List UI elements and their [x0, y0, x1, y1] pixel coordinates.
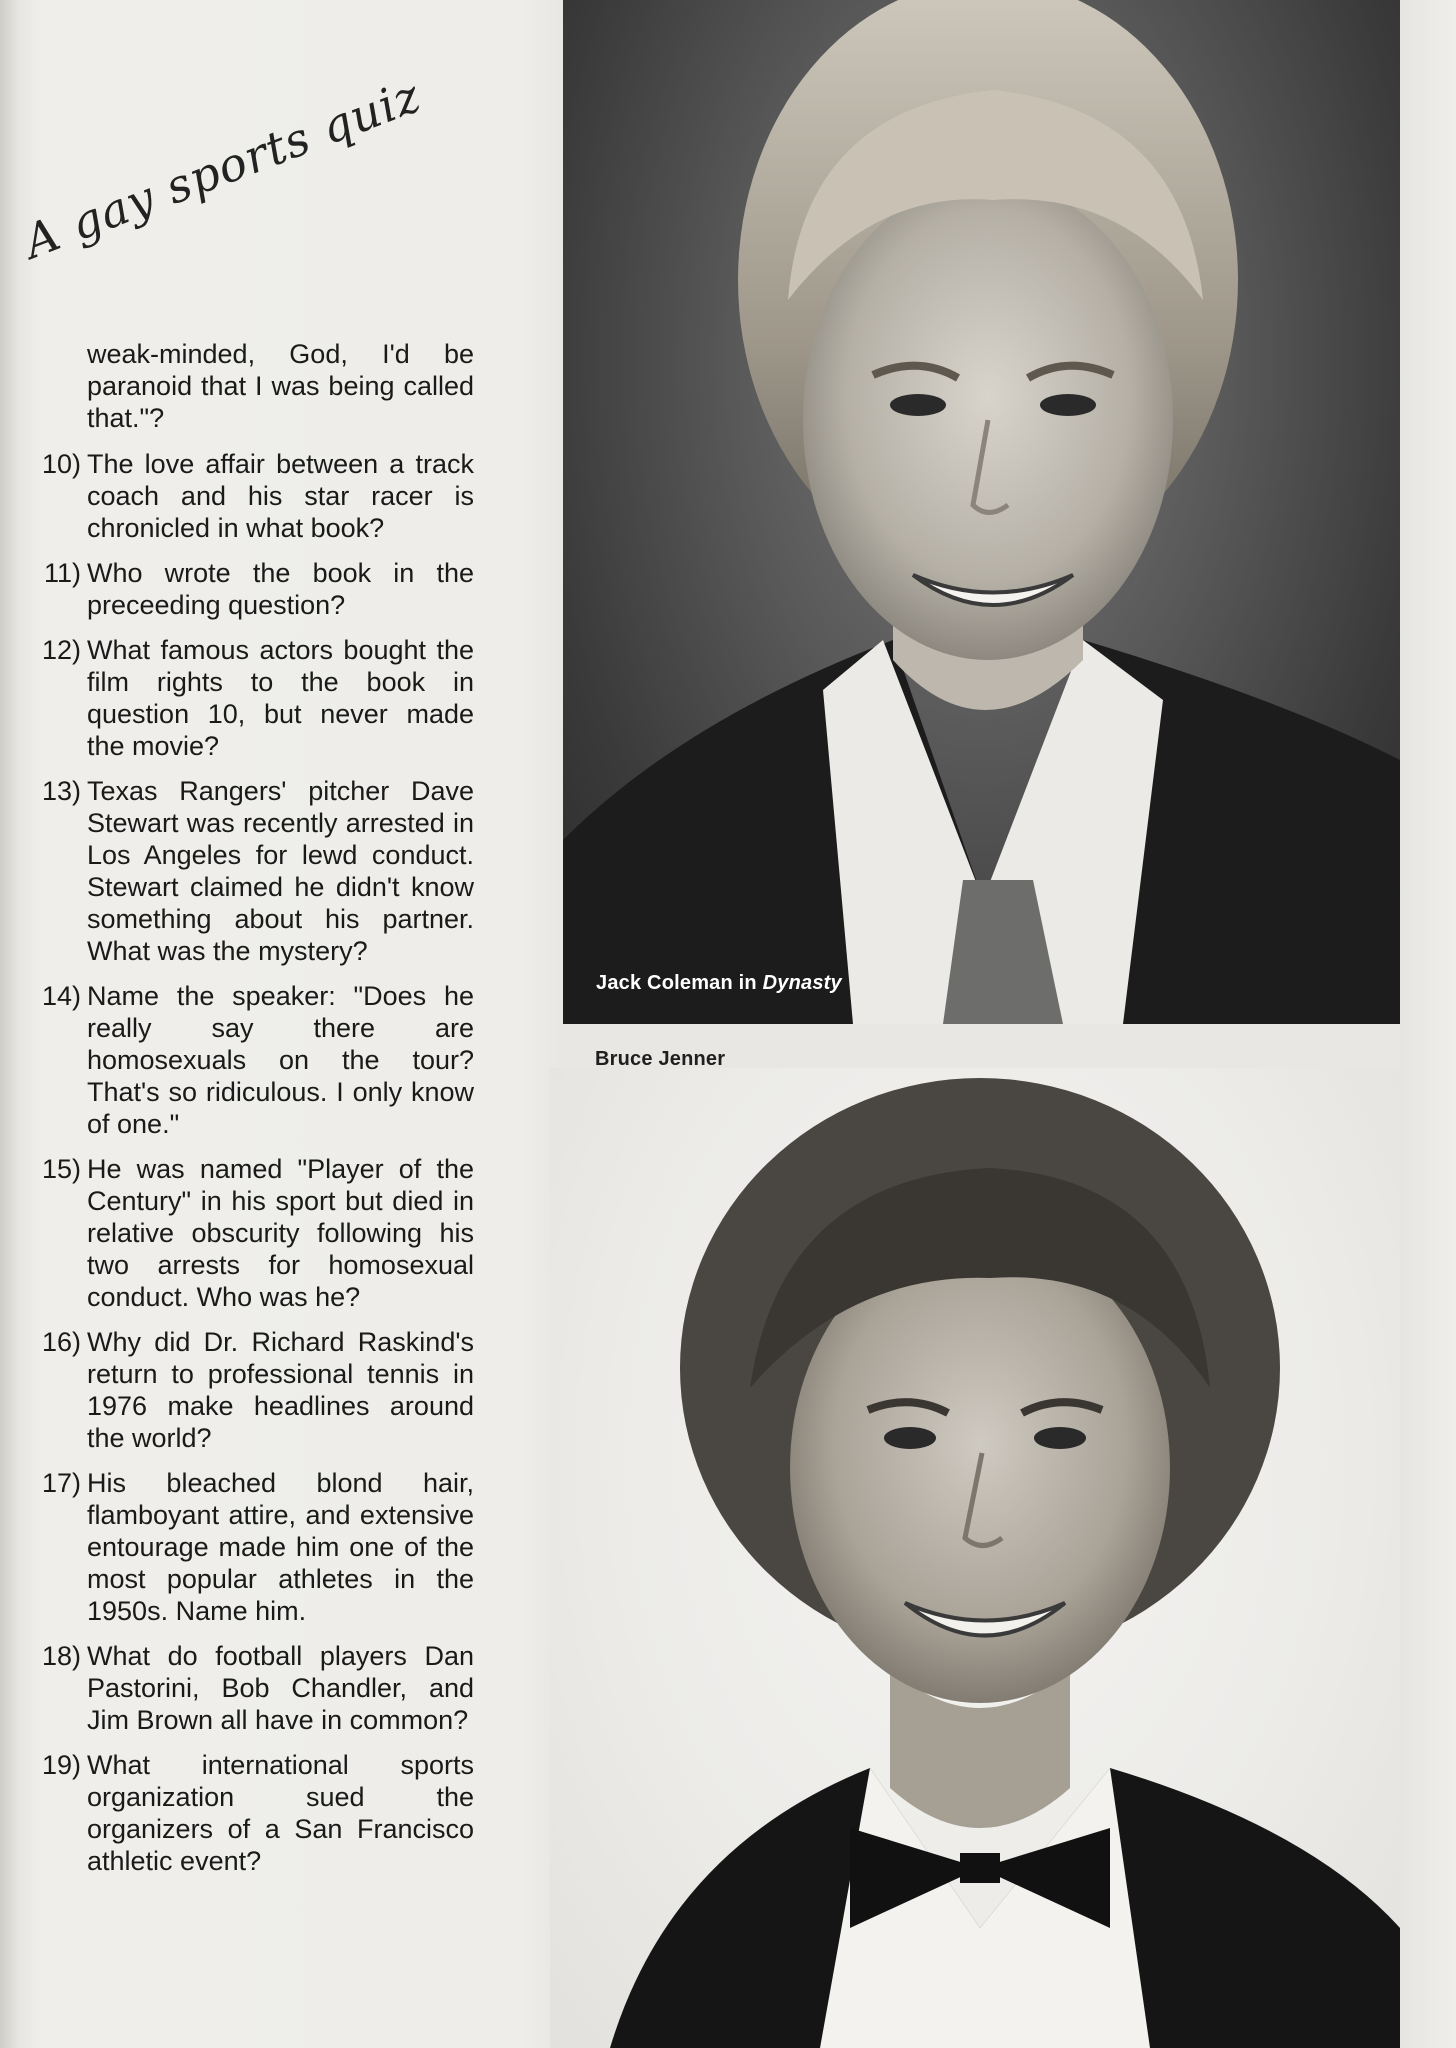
- quiz-question: [34, 1326, 474, 1454]
- caption-show-title: Dynasty: [762, 972, 842, 994]
- quiz-question: [34, 1749, 474, 1877]
- portrait-illustration: [550, 1068, 1400, 2048]
- question-number: 19): [41, 1750, 81, 1780]
- question-text: What international sports organization sued the organizers of a San Francisco athletic event?: [87, 1750, 474, 1876]
- question-number: 18): [41, 1641, 81, 1671]
- question-text: Why did Dr. Richard Raskind's return to professional tennis in 1976 make headlines around the world?: [87, 1327, 474, 1453]
- question-text: Who wrote the book in the preceeding question?: [87, 558, 474, 620]
- question-number: 12): [41, 635, 81, 665]
- quiz-title: A gay sports quiz: [16, 68, 428, 269]
- quiz-question: [34, 1640, 474, 1736]
- question-number: 15): [41, 1154, 81, 1184]
- quiz-question: [34, 634, 474, 762]
- quiz-question: [34, 1467, 474, 1627]
- question-number: 11): [43, 558, 81, 588]
- portrait-photo-bottom: [550, 1068, 1400, 2048]
- quiz-question: [34, 775, 474, 967]
- question-number: 13): [41, 776, 81, 806]
- question-text: Texas Rangers' pitcher Dave Stewart was recently arrested in Los Angeles for lewd conduct. Stewart claimed he didn't know something about his partner. What was the mystery?: [87, 776, 474, 966]
- quiz-question: [34, 448, 474, 544]
- question-number: 10): [41, 449, 81, 479]
- portrait-illustration: [563, 0, 1400, 1024]
- quiz-question: [34, 1153, 474, 1313]
- photo-caption-top: [596, 972, 842, 995]
- caption-name: Jack Coleman in: [596, 972, 763, 994]
- quiz-text-column: [34, 338, 474, 1890]
- quiz-question: [34, 557, 474, 621]
- question-number: 17): [41, 1468, 81, 1498]
- portrait-photo-top: [563, 0, 1400, 1024]
- quiz-intro-text: weak-minded, God, I'd be paranoid that I was being called that."?: [87, 339, 474, 433]
- quiz-question: [34, 980, 474, 1140]
- question-text: The love affair between a track coach and his star racer is chronicled in what book?: [87, 449, 474, 543]
- question-text: He was named "Player of the Century" in his sport but died in relative obscurity following his two arrests for homosexual conduct. Who was he?: [87, 1154, 474, 1312]
- question-text: Name the speaker: "Does he really say there are homosexuals on the tour? That's so ridiculous. I only know of one.": [87, 981, 474, 1139]
- question-text: His bleached blond hair, flamboyant attire, and extensive entourage made him one of the most popular athletes in the 1950s. Name him.: [87, 1468, 474, 1626]
- question-text: What do football players Dan Pastorini, Bob Chandler, and Jim Brown all have in common?: [87, 1641, 474, 1735]
- question-number: 16): [41, 1327, 81, 1357]
- question-number: 14): [41, 981, 81, 1011]
- photo-caption-bottom: Bruce Jenner: [595, 1048, 726, 1070]
- page-right-margin: [1400, 0, 1456, 2048]
- question-text: What famous actors bought the film rights to the book in question 10, but never made the movie?: [87, 635, 474, 761]
